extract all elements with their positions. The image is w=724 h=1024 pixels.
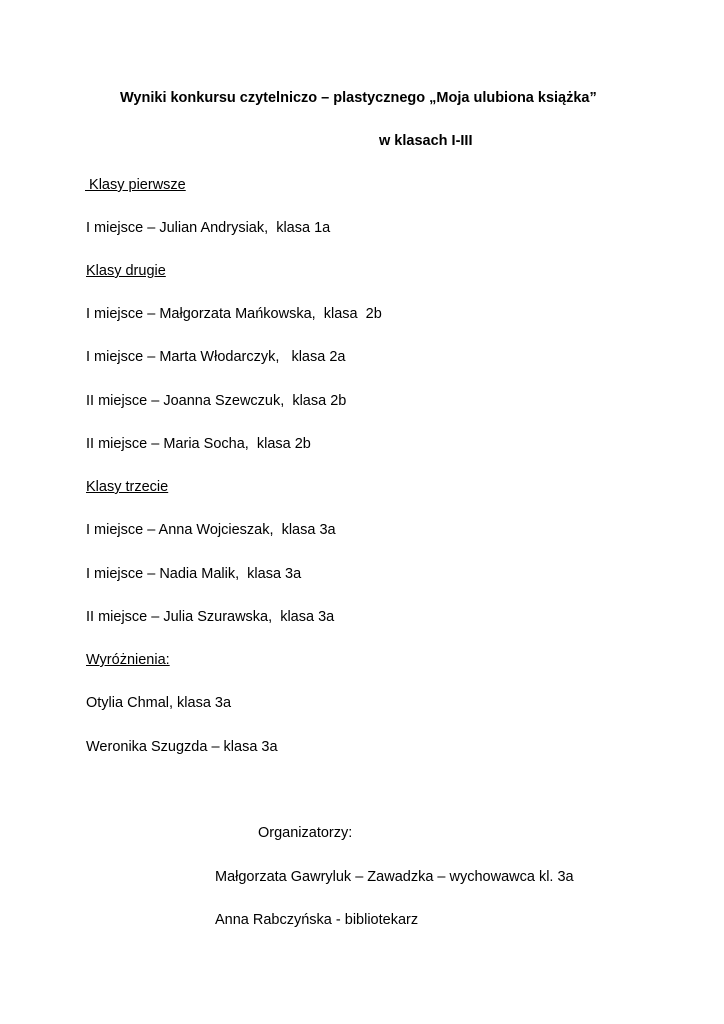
- result-entry: II miejsce – Joanna Szewczuk, klasa 2b: [86, 393, 347, 409]
- section-heading-distinctions: Wyróżnienia:: [86, 652, 170, 668]
- result-entry: I miejsce – Marta Włodarczyk, klasa 2a: [86, 349, 346, 365]
- result-entry: I miejsce – Małgorzata Mańkowska, klasa 2b: [86, 306, 382, 322]
- result-entry: I miejsce – Julian Andrysiak, klasa 1a: [86, 220, 331, 236]
- document-subtitle: w klasach I-III: [379, 133, 473, 149]
- distinction-entry: Weronika Szugzda – klasa 3a: [86, 739, 278, 755]
- section-heading-first-grade: Klasy pierwsze: [85, 177, 186, 193]
- result-entry: II miejsce – Julia Szurawska, klasa 3a: [86, 609, 335, 625]
- organizer-name: Małgorzata Gawryluk – Zawadzka – wychowawca kl. 3a: [215, 869, 574, 885]
- document-title: Wyniki konkursu czytelniczo – plastycznego „Moja ulubiona książka”: [120, 90, 597, 106]
- distinction-entry: Otylia Chmal, klasa 3a: [86, 695, 232, 711]
- organizer-name: Anna Rabczyńska - bibliotekarz: [215, 912, 419, 928]
- organizers-label: Organizatorzy:: [258, 825, 353, 841]
- result-entry: I miejsce – Nadia Malik, klasa 3a: [86, 566, 302, 582]
- section-heading-second-grade: Klasy drugie: [86, 263, 166, 279]
- result-entry: I miejsce – Anna Wojcieszak, klasa 3a: [86, 522, 336, 538]
- section-heading-third-grade: Klasy trzecie: [86, 479, 169, 495]
- result-entry: II miejsce – Maria Socha, klasa 2b: [86, 436, 311, 452]
